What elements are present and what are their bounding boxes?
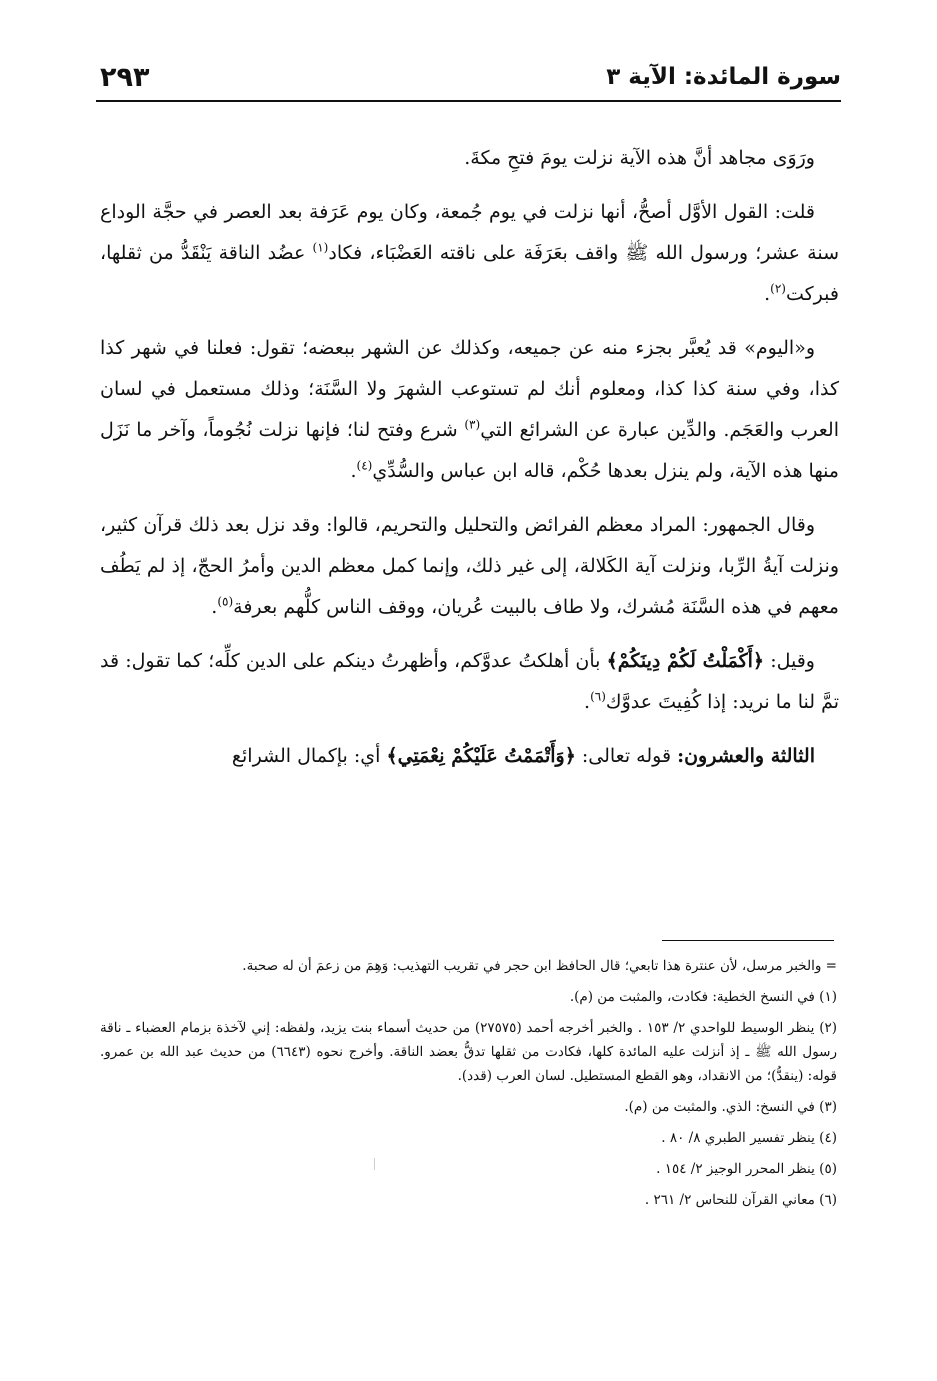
footnote-text: ينظر تفسير الطبري ٨/ ٨٠ . (661, 1130, 820, 1146)
paragraph-1 (100, 138, 839, 179)
footnote-ref-3: (٣) (464, 417, 481, 432)
footnote-divider (662, 940, 834, 941)
paragraph-text: قوله تعالى: (575, 745, 678, 767)
paragraph-text: قلت: القول الأوَّل أصحُّ، أنها نزلت في يوم جُمعة، وكان يوم عَرَفة بعد العصر في حجَّة الوداع سنة عشر؛ ورسول الله ﷺ واقف بعَرَفَة على ناقته العَضْبَاء، فكاد (100, 201, 839, 264)
footnotes (100, 954, 837, 1219)
section-heading: الثالثة والعشرون: (677, 745, 815, 767)
paragraph-text: و«اليوم» قد يُعبَّر بجزء منه عن جميعه، وكذلك عن الشهر ببعضه؛ تقول: فعلنا في شهر كذا كذا، وفي سنة كذا كذا، ومعلوم أنك لم تستوعب الشهرَ ولا السَّنَة؛ وذلك مستعمل في لسان العرب والعَجَم. والدِّين عبارة عن الشرائع التي (100, 337, 839, 441)
footnote-text: ينظر المحرر الوجيز ٢/ ١٥٤ . (656, 1161, 820, 1177)
footnote-ref-2: (٢) (770, 281, 786, 296)
paragraph-text: وقال الجمهور: المراد معظم الفرائض والتحليل والتحريم، قالوا: وقد نزل بعد ذلك قرآن كثير، ونزلت آيةُ الرِّبا، ونزلت آية الكَلالة، إلى غير ذلك، وإنما كمل معظم الدين وأمرُ الحجّ، إذ لم يَطُف معهم في هذه السَّنَة مُشرك، ولا طاف بالبيت عُريان، ووقف الناس كلُّهم بعرفة (100, 514, 839, 618)
paragraph-4 (100, 505, 839, 628)
footnote-ref-4: (٤) (356, 458, 373, 473)
main-text (100, 138, 839, 790)
paragraph-end: . (584, 691, 591, 713)
footnote-ref-5: (٥) (217, 594, 234, 609)
paragraph-end: . (211, 596, 218, 618)
paragraph-2 (100, 192, 839, 315)
paragraph-end: . (350, 460, 357, 482)
footnote-5 (100, 1157, 837, 1181)
paragraph-text: ورَوَى مجاهد أنَّ هذه الآية نزلت يومَ فتحِ مكةَ. (464, 147, 815, 169)
paragraph-text: أي: بإكمال الشرائع (231, 745, 387, 767)
scan-mark (374, 1158, 375, 1170)
footnote-continuation: = والخبر مرسل، لأن عنترة هذا تابعي؛ قال الحافظ ابن حجر في تقريب التهذيب: وَهِمَ من زعمَ أن له صحبة. (242, 958, 837, 974)
footnote-number: (٦) (819, 1192, 837, 1208)
footnote-3 (100, 1095, 837, 1119)
footnote-ref-1: (١) (312, 240, 329, 255)
quran-verse: ﴿وَأَتْمَمْتُ عَلَيْكُمْ نِعْمَتِي﴾ (386, 745, 576, 767)
footnote-4 (100, 1126, 837, 1150)
quran-verse: ﴿أَكْمَلْتُ لَكُمْ دِينَكُمْ﴾ (606, 650, 765, 672)
footnote-number: (٥) (819, 1161, 837, 1177)
footnote-1 (100, 985, 837, 1009)
paragraph-text: عضُد الناقة يَنْقَدُّ من ثقلها، فبركت (100, 242, 839, 305)
paragraph-text: وقيل: (764, 650, 815, 672)
paragraph-end: . (764, 283, 771, 305)
footnote-text: في النسخ: الذي. والمثبت من (م). (624, 1099, 820, 1115)
footnote-number: (١) (819, 989, 837, 1005)
footnote-ref-6: (٦) (590, 689, 606, 704)
paragraph-5 (100, 641, 839, 723)
footnote-text: معاني القرآن للنحاس ٢/ ٢٦١ . (644, 1192, 820, 1208)
footnote-number: (٣) (819, 1099, 837, 1115)
paragraph-6 (100, 736, 839, 777)
footnote-number: (٤) (819, 1130, 837, 1146)
footnote-number: (٢) (819, 1020, 838, 1036)
page-number: ٢٩٣ (100, 62, 150, 93)
page-header (96, 62, 841, 102)
paragraph-3 (100, 328, 839, 492)
footnote-6 (100, 1188, 837, 1212)
footnote-2 (100, 1016, 837, 1088)
paragraph-text: بأن أهلكتُ عدوَّكم، وأظهرتُ دينكم على الدين كلِّه؛ كما تقول: قد تمَّ لنا ما نريد: إذا كُفِيتَ عدوَّك (100, 650, 839, 713)
running-title: سورة المائدة: الآية ٣ (606, 64, 841, 90)
paragraph-text: شرع وفتح لنا؛ فإنها نزلت نُجُوماً، وآخر ما نَزَل منها هذه الآية، ولم ينزل بعدها حُكْم، قاله ابن عباس والسُّدِّي (100, 419, 839, 482)
footnote-text: ينظر الوسيط للواحدي ٢/ ١٥٣ . والخبر أخرجه أحمد (٢٧٥٧٥) من حديث أسماء بنت يزيد، ولفظه: إني لآخذة بزمام العضباء ـ ناقة رسول الله ﷺ ـ إذ أنزلت عليه المائدة كلها، فكادت من ثقلها تدقُّ بعضد الناقة. وأخرج نحوه (٦٦٤٣) من حديث عبد الله بن عمرو. قوله: (ينقدُّ)؛ من الانقداد، وهو القطع المستطيل. لسان العرب (قدد). (100, 1020, 838, 1084)
footnote-text: في النسخ الخطية: فكادت، والمثبت من (م). (569, 989, 820, 1005)
